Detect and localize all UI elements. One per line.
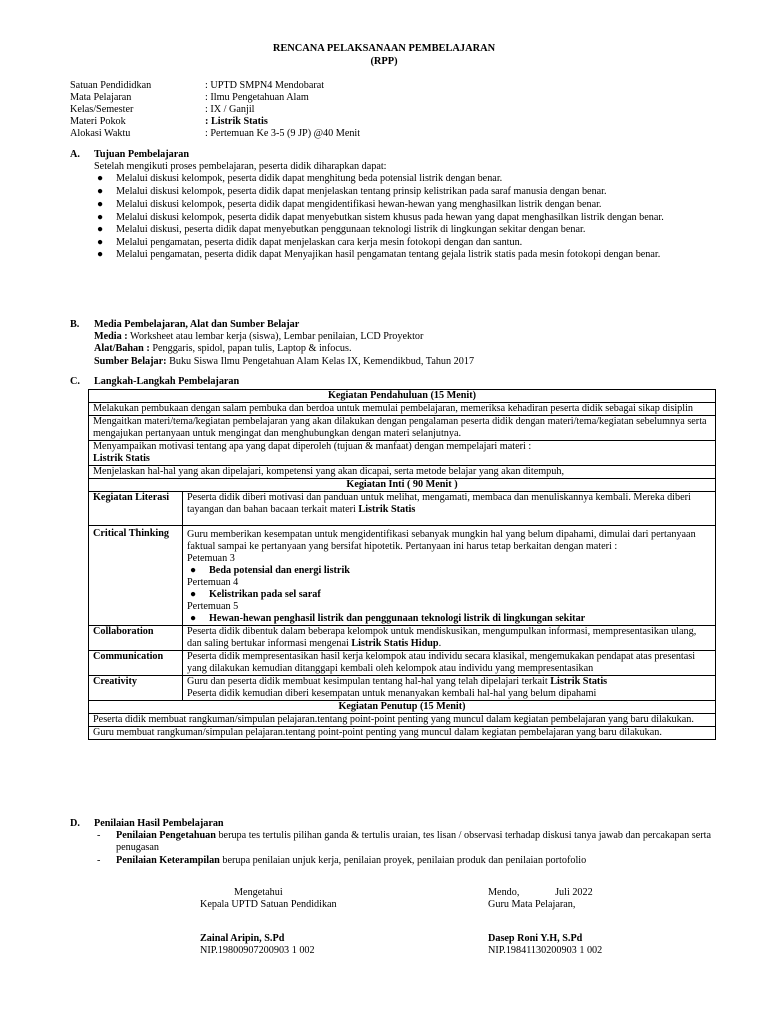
bullet-icon: ● bbox=[97, 224, 104, 236]
list-item bbox=[94, 224, 720, 236]
table-cell bbox=[89, 441, 716, 466]
identity-value: : Pertemuan Ke 3-5 (9 JP) @40 Menit bbox=[205, 128, 361, 139]
list-item bbox=[94, 855, 720, 867]
meeting-label: Pertemuan 5 bbox=[187, 601, 239, 612]
identity-label: Alokasi Waktu bbox=[70, 128, 131, 139]
table-row bbox=[89, 526, 716, 626]
assessment-list bbox=[70, 830, 720, 867]
sig-nip: NIP.19800907200903 1 002 bbox=[200, 945, 315, 956]
section-title: Media Pembelajaran, Alat dan Sumber Belajar bbox=[94, 319, 300, 330]
identity-value: : IX / Ganjil bbox=[205, 104, 255, 115]
activity-label: Creativity bbox=[89, 676, 183, 701]
list-item bbox=[94, 186, 720, 198]
list-item bbox=[94, 830, 720, 854]
activity-label: Collaboration bbox=[89, 626, 183, 651]
cell-bold: Listrik Statis Hidup bbox=[351, 638, 439, 649]
objectives-list bbox=[70, 173, 720, 261]
cell-text: Peserta didik diberi motivasi dan panduan untuk melihat, mengamati, membaca dan menuliskannya kembali. Mereka diberi tayangan dan bahan bacaan terkait materi bbox=[187, 492, 691, 515]
signature-right bbox=[488, 887, 602, 957]
table-row bbox=[89, 466, 716, 479]
identity-row bbox=[70, 116, 710, 128]
meeting-topic-text: Beda potensial dan energi listrik bbox=[209, 565, 350, 576]
identity-label: Satuan Pendididkan bbox=[70, 80, 152, 91]
list-item-text: Melalui diskusi kelompok, peserta didik dapat menjelaskan tentang prinsip kelistrikan pada saraf manusia dengan benar. bbox=[116, 185, 607, 197]
section-intro: Setelah mengikuti proses pembelajaran, peserta didik diharapkan dapat: bbox=[94, 161, 387, 173]
table-cell bbox=[183, 676, 716, 701]
meeting-topic bbox=[187, 565, 711, 577]
identity-value: : Listrik Statis bbox=[205, 116, 268, 127]
cell-text-end: . bbox=[438, 638, 442, 649]
meeting-topic-text: Kelistrikan pada sel saraf bbox=[209, 589, 321, 600]
table-row bbox=[89, 714, 716, 727]
identity-row bbox=[70, 80, 710, 92]
media-row bbox=[70, 331, 720, 343]
bullet-icon: ● bbox=[97, 173, 104, 185]
signature-left bbox=[200, 887, 337, 957]
identity-value: : Ilmu Pengetahuan Alam bbox=[205, 92, 309, 103]
table-cell bbox=[183, 492, 716, 526]
media-label: Media : bbox=[94, 331, 128, 343]
table-row bbox=[89, 390, 716, 403]
cell-text: Menyampaikan motivasi tentang apa yang dapat diperoleh (tujuan & manfaat) dengan mempelajari materi : bbox=[93, 441, 532, 452]
media-text: Buku Siswa Ilmu Pengetahuan Alam Kelas IX, Kemendikbud, Tahun 2017 bbox=[166, 355, 475, 367]
sig-line: Mendo, Juli 2022 bbox=[488, 887, 593, 898]
dash-icon: - bbox=[97, 830, 101, 842]
bullet-icon: ● bbox=[97, 185, 104, 197]
table-row bbox=[89, 651, 716, 676]
steps-table bbox=[88, 389, 716, 740]
section-title: Langkah-Langkah Pembelajaran bbox=[94, 376, 240, 387]
meeting-label: Pertemuan 4 bbox=[187, 577, 239, 588]
sig-line: Kepala UPTD Satuan Pendidikan bbox=[200, 899, 337, 910]
section-title: Penilaian Hasil Pembelajaran bbox=[94, 818, 224, 829]
list-item-text: Melalui diskusi kelompok, peserta didik dapat menghitung beda potensial listrik dengan benar. bbox=[116, 173, 503, 185]
section-title: Tujuan Pembelajaran bbox=[94, 149, 189, 160]
cell-bold: Listrik Statis bbox=[358, 504, 416, 515]
list-item-text: Melalui pengamatan, peserta didik dapat menjelaskan cara kerja mesin fotokopi dengan dan santun. bbox=[116, 236, 523, 248]
identity-label: Materi Pokok bbox=[70, 116, 126, 127]
section-penilaian bbox=[70, 818, 720, 867]
list-item-text: Melalui diskusi kelompok, peserta didik dapat menyebutkan sistem khusus pada hewan yang dapat menghasilkan listrik dengan benar. bbox=[116, 212, 664, 224]
meeting-topic-text: Hewan-hewan penghasil listrik dan penggunaan teknologi listrik di lingkungan sekitar bbox=[209, 613, 586, 624]
section-langkah bbox=[70, 376, 720, 388]
bullet-icon: ● bbox=[190, 565, 197, 576]
media-text: Penggaris, spidol, papan tulis, Laptop & infocus. bbox=[149, 343, 352, 355]
list-item-text: Melalui pengamatan, peserta didik dapat Menyajikan hasil pengamatan tentang gejala listrik statis pada mesin fotokopi dengan benar. bbox=[116, 248, 661, 260]
section-heading bbox=[70, 818, 720, 830]
table-row bbox=[89, 676, 716, 701]
bullet-icon: ● bbox=[97, 236, 104, 248]
media-row bbox=[70, 356, 720, 368]
activity-label: Communication bbox=[89, 651, 183, 676]
list-item-text: Melalui diskusi kelompok, peserta didik dapat mengidentifikasi hewan-hewan yang menghasilkan listrik dengan benar. bbox=[116, 198, 602, 210]
list-item bbox=[94, 199, 720, 211]
table-cell: Melakukan pembukaan dengan salam pembuka dan berdoa untuk memulai pembelajaran, memeriksa kehadiran peserta didik sebagai sikap disiplin bbox=[89, 403, 716, 416]
list-item-text: Melalui diskusi, peserta didik dapat menyebutkan penggunaan teknologi listrik di lingkungan sekitar dengan benar. bbox=[116, 224, 586, 236]
cell-bold: Listrik Statis bbox=[550, 676, 608, 687]
identity-row bbox=[70, 104, 710, 116]
activity-label: Critical Thinking bbox=[89, 526, 183, 626]
title-sub: (RPP) bbox=[370, 56, 398, 67]
media-text: Worksheet atau lembar kerja (siswa), Lembar penilaian, LCD Proyektor bbox=[127, 331, 424, 343]
pendahuluan-header: Kegiatan Pendahuluan (15 Menit) bbox=[89, 390, 716, 403]
sig-line: Guru Mata Pelajaran, bbox=[488, 899, 576, 910]
identity-label: Mata Pelajaran bbox=[70, 92, 132, 103]
table-row bbox=[89, 701, 716, 714]
sig-nip: NIP.19841130200903 1 002 bbox=[488, 945, 603, 956]
section-number: C. bbox=[70, 376, 80, 387]
bullet-icon: ● bbox=[97, 198, 104, 210]
sig-line: Mengetahui bbox=[234, 887, 283, 898]
table-row bbox=[89, 479, 716, 492]
section-heading bbox=[70, 149, 720, 161]
meeting-topic bbox=[187, 589, 711, 601]
table-row bbox=[89, 441, 716, 466]
bullet-icon: ● bbox=[190, 589, 197, 600]
section-heading bbox=[70, 376, 720, 388]
media-label: Sumber Belajar: bbox=[94, 355, 167, 367]
table-row bbox=[89, 403, 716, 416]
assessment-type: Penilaian Pengetahuan bbox=[116, 830, 216, 842]
title-main: RENCANA PELAKSANAAN PEMBELAJARAN bbox=[272, 43, 496, 54]
bullet-icon: ● bbox=[97, 248, 104, 260]
table-cell: Mengaitkan materi/tema/kegiatan pembelajaran yang akan dilakukan dengan pengalaman peserta didik dengan materi/tema/kegiatan sebelumnya serta mengajukan pertanyaan untuk mengingat dan menghubungkan dengan materi selanjutnya. bbox=[89, 416, 716, 441]
identity-row bbox=[70, 92, 710, 104]
table-row bbox=[89, 492, 716, 526]
cell-text: Guru dan peserta didik membuat kesimpulan tentang hal-hal yang telah dipelajari terkait bbox=[187, 676, 548, 687]
table-row bbox=[89, 626, 716, 651]
section-media bbox=[70, 319, 720, 368]
table-row bbox=[89, 416, 716, 441]
assessment-type: Penilaian Keterampilan bbox=[116, 854, 220, 866]
table-cell: Peserta didik membuat rangkuman/simpulan pelajaran.tentang point-point penting yang muncul dalam kegiatan pembelajaran yang baru dilakukan. bbox=[89, 714, 716, 727]
media-row bbox=[70, 343, 720, 355]
identity-value: : UPTD SMPN4 Mendobarat bbox=[205, 80, 325, 91]
bullet-icon: ● bbox=[97, 212, 104, 224]
bullet-icon: ● bbox=[190, 613, 197, 624]
cell-bold: Listrik Statis bbox=[93, 453, 150, 464]
table-cell: Guru membuat rangkuman/simpulan pelajaran.tentang point-point penting yang muncul dalam kegiatan pembelajaran yang baru dilakukan. bbox=[89, 727, 716, 740]
assessment-text: berupa tes tertulis pilihan ganda & tertulis uraian, tes lisan / observasi terhadap diskusi tanya jawab dan percakapan serta penugasan bbox=[116, 830, 711, 854]
section-number: D. bbox=[70, 818, 80, 829]
media-label: Alat/Bahan : bbox=[94, 343, 150, 355]
cell-text: Guru memberikan kesempatan untuk mengidentifikasi sebanyak mungkin hal yang belum dipahami, dimulai dari pertanyaan faktual sampai ke pertanyaan yang bersifat hipotetik. Pertanyaan ini harus tetap berkaitan dengan materi : bbox=[187, 529, 696, 552]
sig-name: Zainal Aripin, S.Pd bbox=[200, 933, 285, 944]
dash-icon: - bbox=[97, 854, 101, 866]
inti-header: Kegiatan Inti ( 90 Menit ) bbox=[89, 479, 716, 492]
list-item bbox=[94, 249, 720, 261]
table-cell: Peserta didik mempresentasikan hasil kerja kelompok atau individu secara klasikal, mengemukakan pendapat atas presentasi yang dilakukan kemudian ditanggapi kembali oleh kelompok atau individu yang mempresentasikan bbox=[183, 651, 716, 676]
section-heading bbox=[70, 319, 720, 331]
list-item bbox=[94, 173, 720, 185]
section-number: B. bbox=[70, 319, 80, 330]
meeting-label: Petemuan 3 bbox=[187, 553, 235, 564]
list-item bbox=[94, 237, 720, 249]
identity-row bbox=[70, 128, 710, 140]
table-cell bbox=[183, 526, 716, 626]
table-cell bbox=[183, 626, 716, 651]
assessment-text: berupa penilaian unjuk kerja, penilaian proyek, penilaian produk dan penilaian portofolio bbox=[219, 854, 587, 866]
document-title bbox=[0, 42, 768, 68]
penutup-header: Kegiatan Penutup (15 Menit) bbox=[89, 701, 716, 714]
cell-text: Peserta didik dibentuk dalam beberapa kelompok untuk mendiskusikan, mengumpulkan informasi, mempresentasikan ulang, dan saling bertukar informasi mengenai bbox=[187, 626, 697, 649]
identity-block bbox=[70, 80, 710, 140]
list-item bbox=[94, 212, 720, 224]
table-row bbox=[89, 727, 716, 740]
cell-text: Peserta didik kemudian diberi kesempatan untuk menanyakan kembali hal-hal yang belum dipahami bbox=[187, 688, 597, 699]
section-tujuan bbox=[70, 149, 720, 261]
table-cell: Menjelaskan hal-hal yang akan dipelajari, kompetensi yang akan dicapai, serta metode belajar yang akan ditempuh, bbox=[89, 466, 716, 479]
identity-label: Kelas/Semester bbox=[70, 104, 134, 115]
meeting-topic bbox=[187, 613, 711, 625]
sig-name: Dasep Roni Y.H, S.Pd bbox=[488, 933, 583, 944]
section-number: A. bbox=[70, 149, 80, 160]
activity-label: Kegiatan Literasi bbox=[89, 492, 183, 526]
